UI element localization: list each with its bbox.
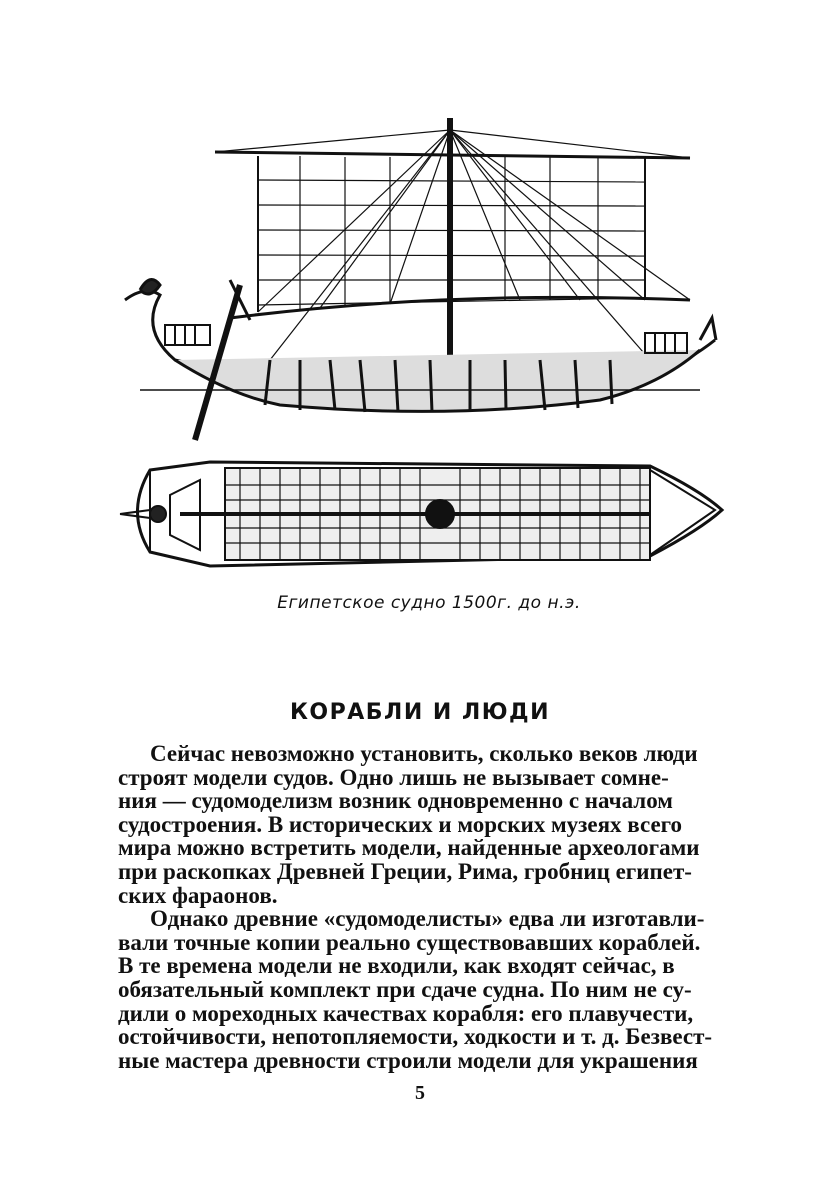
page-number: 5 [415, 1082, 425, 1104]
paragraph: Сейчас невозможно установить, сколько веков люди строят модели судов. Одно лишь не вызывает сомне- ния — судомоделизм возник одновременно с началом судостроения. В исторических и морских музеях всего мира можно встретить модели, найденные археологами при раскопках Древней Греции, Рима, гробниц египет- ских фараонов. [118, 741, 700, 908]
figure-caption: Египетское судно 1500г. до н.э. [277, 593, 581, 613]
ship-side-view [125, 118, 716, 440]
egyptian-ship-illustration [100, 100, 740, 660]
body-text [118, 742, 730, 1072]
paragraph: Однако древние «судомоделисты» едва ли изготавли- вали точные копии реально существовавших кораблей. В те времена модели не входили, как входят сейчас, в обязательный комплект при сдаче судна. По ним не су- дили о мореходных качествах корабля: его плавучести, остойчивости, непотопляемости, ходкости и т. д. Безвест- ные мастера древности строили модели для украшения [118, 906, 713, 1073]
chapter-title: КОРАБЛИ И ЛЮДИ [289, 700, 551, 725]
ship-top-view [120, 462, 722, 566]
